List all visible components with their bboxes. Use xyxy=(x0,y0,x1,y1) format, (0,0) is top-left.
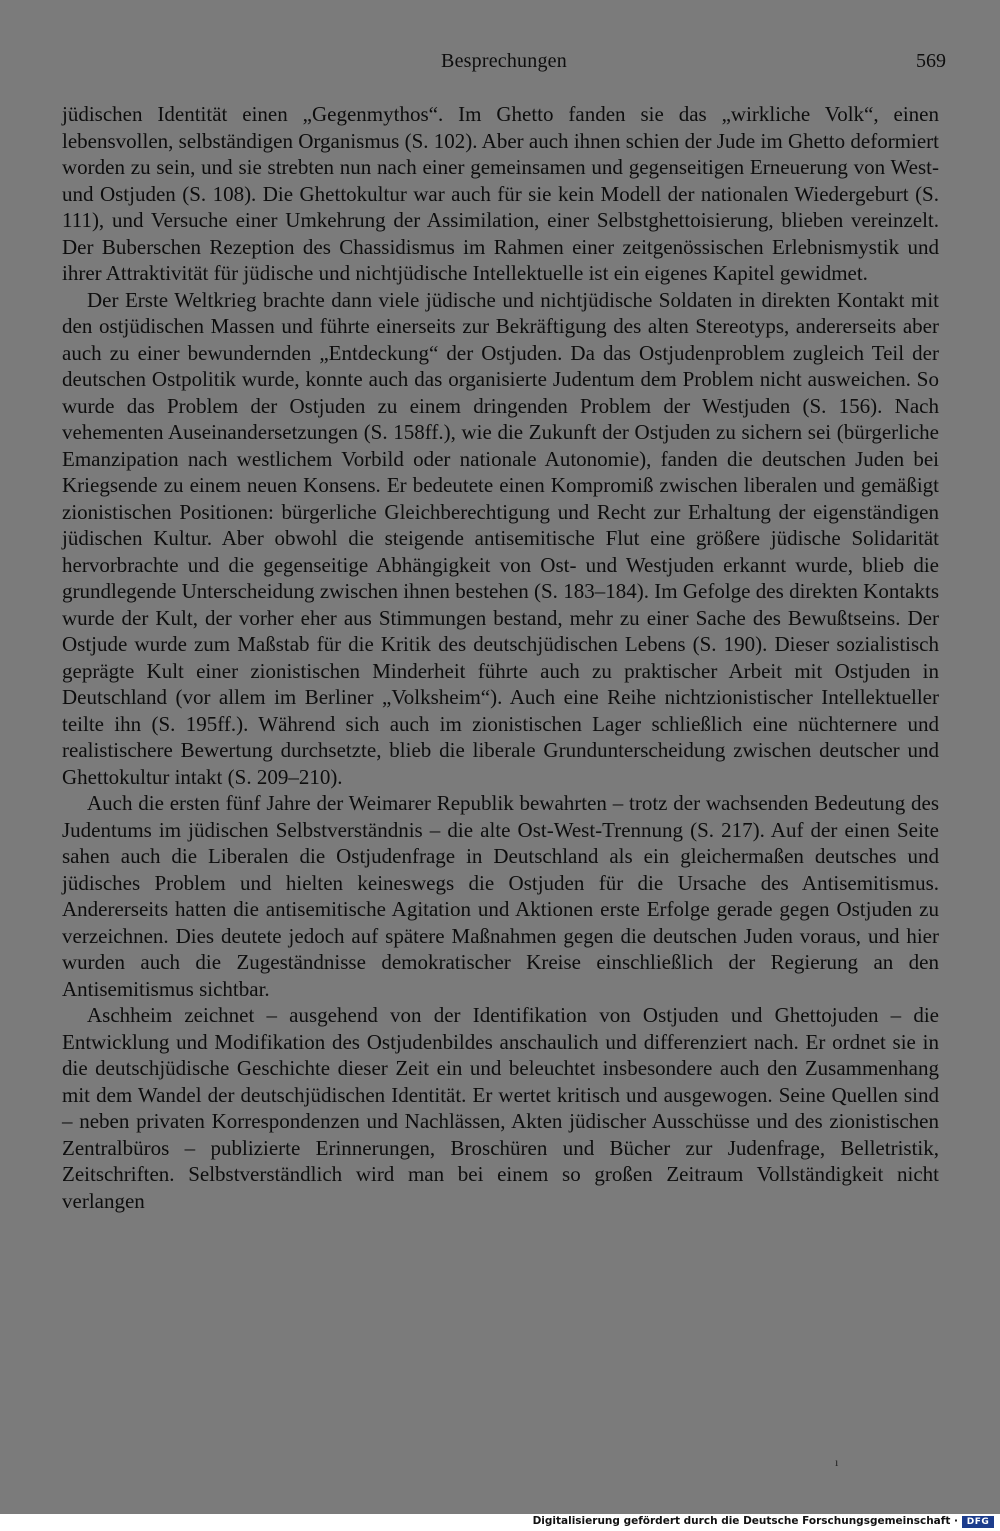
page-number: 569 xyxy=(916,50,946,72)
paragraph: Der Erste Weltkrieg brachte dann viele jüdische und nichtjüdische Soldaten in direkten Kontakt mit den ostjüdischen Massen und führte einerseits zur Bekräftigung des alten Stereotyps, andererseits aber auch zu einer bewundernden „Entdeckung“ der Ostjuden. Da das Ostjudenproblem zugleich Teil der deutschen Ostpolitik wurde, konnte auch das organisierte Judentum dem Problem nicht ausweichen. So wurde das Problem der Ostjuden zu einem dringenden Problem der Westjuden (S. 156). Nach vehementen Auseinandersetzungen (S. 158ff.), wie die Zukunft der Ostjuden zu sichern sei (bürgerliche Emanzipation nach westlichem Vorbild oder nationale Autonomie), fanden die deutschen Juden bei Kriegsende zu einem neuen Konsens. Er bedeutete einen Kompromiß zwischen liberalen und gemäßigt zionistischen Positionen: bürgerliche Gleichberechtigung und Recht zur Erhaltung der eigenständigen jüdischen Kultur. Aber obwohl die steigende antisemitische Flut eine größere jüdische Solidarität hervorbrachte und die gegenseitige Abhängigkeit von Ost- und Westjuden erkannt wurde, blieb die grundlegende Unterscheidung zwischen ihnen bestehen (S. 183–184). Im Gefolge des direkten Kontakts wurde der Kult, der vorher eher aus Stimmungen bestand, mehr zu einer Sache des Bewußtseins. Der Ostjude wurde zum Maßstab für die Kritik des deutschjüdischen Lebens (S. 190). Dieser sozialistisch geprägte Kult einer zionistischen Minderheit führte auch zu praktischer Arbeit mit Ostjuden in Deutschland (vor allem im Berliner „Volksheim“). Auch eine Reihe nichtzionistischer Intellektueller teilte ihn (S. 195ff.). Während sich auch im zionistischen Lager schließlich eine nüchternere und realistischere Bewertung durchsetzte, blieb die liberale Grundunterscheidung zwischen deutscher und Ghettokultur intakt (S. 209–210). xyxy=(62,287,939,789)
dfg-logo: DFG xyxy=(962,1516,994,1528)
paragraph: jüdischen Identität einen „Gegenmythos“. Im Ghetto fanden sie das „wirkliche Volk“, einen lebensvollen, selbständigen Organismus (S. 102). Aber auch ihnen schien der Jude im Ghetto deformiert worden zu sein, und sie strebten nun nach einer gemeinsamen und gegenseitigen Erneuerung von West- und Ostjuden (S. 108). Die Ghettokultur war auch für sie kein Modell der nationalen Wiedergeburt (S. 111), und Versuche einer Umkehrung der Assimilation, einer Selbstghettoisierung, blieben vereinzelt. Der Buberschen Rezeption des Chassidismus im Rahmen einer zeitgenössischen Erlebnismystik und ihrer Attraktivität für jüdische und nichtjüdische Intellektuelle ist ein eigenes Kapitel gewidmet. xyxy=(62,102,939,285)
funding-credit: Digitalisierung gefördert durch die Deutsche Forschungsgemeinschaft · xyxy=(532,1515,958,1527)
footer-bar xyxy=(0,1514,1000,1531)
body-text xyxy=(62,101,939,1214)
running-head xyxy=(62,50,946,78)
running-head-title: Besprechungen xyxy=(441,50,567,72)
paragraph: Aschheim zeichnet – ausgehend von der Identifikation von Ostjuden und Ghettojuden – die Entwicklung und Modifikation des Ostjudenbildes anschaulich und differenziert nach. Er ordnet sie in die deutschjüdische Geschichte dieser Zeit ein und beleuchtet insbesondere auch den Zusammenhang mit dem Wandel der deutschjüdischen Identität. Er wertet kritisch und ausgewogen. Seine Quellen sind – neben privaten Korrespondenzen und Nachlässen, Akten jüdischer Ausschüsse und des zionistischen Zentralbüros – publizierte Erinnerungen, Broschüren und Bücher zur Judenfrage, Belletristik, Zeitschriften. Selbstverständlich wird man bei einem so großen Zeitraum Vollständigkeit nicht verlangen xyxy=(62,1003,939,1213)
paragraph: Auch die ersten fünf Jahre der Weimarer Republik bewahrten – trotz der wachsenden Bedeutung des Judentums im jüdischen Selbstverständnis – die alte Ost-West-Trennung (S. 217). Auf der einen Seite sahen auch die Liberalen die Ostjudenfrage in Deutschland als ein gleichermaßen deutsches und jüdisches Problem und hielten keineswegs die Ostjuden für die Ursache des Antisemitismus. Andererseits hatten die antisemitische Agitation und Aktionen erste Erfolge gerade gegen Ostjuden zu verzeichnen. Dies deutete jedoch auf spätere Maßnahmen gegen die deutschen Juden voraus, und hier wurden auch die Zugeständnisse demokratischer Kreise einschließlich der Regierung an den Antisemitismus sichtbar. xyxy=(62,791,939,1001)
scan-speck: ı xyxy=(835,1455,839,1469)
